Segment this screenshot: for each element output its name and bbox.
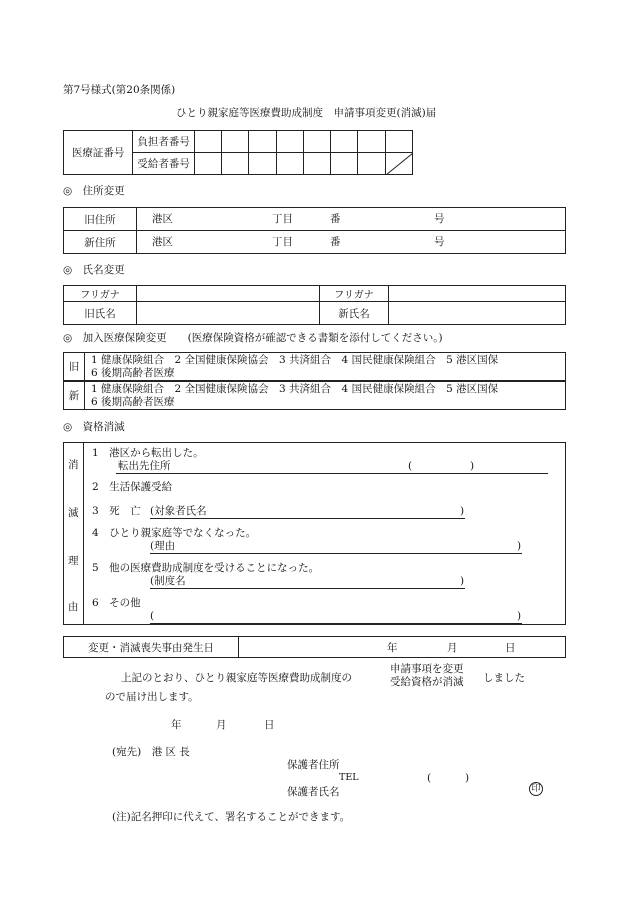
new-address-field[interactable] [137, 231, 566, 254]
tel-label: TEL [339, 772, 359, 783]
declaration-text-1: 上記のとおり、ひとり親家庭等医療費助成制度の [121, 672, 352, 684]
insurance-options-line1: 1 健康保険組合 2 全国健康保険協会 3 共済組合 4 国民健康保険組合 5 港区国保 [91, 354, 499, 366]
digit-cell[interactable] [222, 131, 249, 153]
loss-side-char: 由 [68, 601, 79, 613]
declaration-option-1[interactable]: 申請事項を変更 [390, 663, 464, 675]
old-address-label: 旧住所 [64, 208, 137, 231]
digit-cell[interactable] [249, 131, 276, 153]
paren-close: ) [517, 540, 522, 552]
ward-label: 港区 [152, 236, 173, 248]
recipient-number-label: 受給者番号 [133, 153, 195, 175]
loss-side-char: 滅 [68, 507, 79, 519]
furigana-new-field[interactable] [389, 286, 566, 302]
declaration-option-2[interactable]: 受給資格が消滅 [390, 676, 464, 688]
cert-number-table [63, 130, 413, 175]
loss-item-5: 5 他の医療費助成制度を受けることになった。 [92, 562, 320, 574]
digit-cell[interactable] [249, 153, 276, 175]
loss-item-2: 2 生活保護受給 [92, 481, 173, 493]
addressee: (宛先) 港 区 長 [112, 746, 190, 758]
date-row-field[interactable] [239, 637, 566, 658]
loss-item-4-sub: (理由 [150, 540, 176, 552]
ward-label: 港区 [152, 213, 173, 225]
form-number: 第7号様式(第20条関係) [63, 84, 176, 96]
digit-cell[interactable] [358, 153, 385, 175]
digit-cell[interactable] [276, 153, 303, 175]
seal-glyph: 印 [531, 783, 541, 794]
old-name-field[interactable] [137, 302, 320, 325]
loss-heading: ◎ 資格消滅 [63, 421, 125, 433]
declaration-text-3: ので届け出します。 [105, 691, 199, 703]
paren-close: ) [517, 610, 522, 622]
digit-cell[interactable] [303, 153, 330, 175]
submission-month: 月 [216, 719, 227, 731]
paren-close: ) [470, 460, 475, 472]
digit-cell[interactable] [276, 131, 303, 153]
loss-side-char: 消 [68, 459, 79, 471]
address-table [63, 207, 566, 254]
year-label: 年 [387, 642, 398, 654]
loss-item-3-sub: (対象者氏名 [150, 505, 207, 517]
insurance-old-options[interactable] [85, 353, 566, 382]
name-heading: ◎ 氏名変更 [63, 264, 125, 276]
new-name-label: 新氏名 [320, 302, 389, 325]
digit-cell[interactable] [194, 131, 221, 153]
old-address-field[interactable] [137, 208, 566, 231]
new-address-label: 新住所 [64, 231, 137, 254]
loss-item-1-sub: 転出先住所 [118, 460, 171, 472]
loss-side-divider [83, 442, 84, 625]
forwarding-address-line[interactable] [116, 473, 548, 474]
go-label: 号 [434, 213, 445, 225]
chome-label: 丁目 [272, 213, 293, 225]
digit-cell[interactable] [194, 153, 221, 175]
paren-open: ( [150, 610, 155, 622]
insurance-heading: ◎ 加入医療保険変更 (医療保険資格が確認できる書類を添付してください。) [63, 332, 443, 344]
reason-line[interactable] [150, 553, 522, 554]
insurance-table [63, 352, 566, 410]
loss-item-5-sub: (制度名 [150, 575, 186, 587]
tel-paren-close: ) [465, 772, 470, 784]
new-name-field[interactable] [389, 302, 566, 325]
digit-cell[interactable] [358, 131, 385, 153]
paren-close: ) [460, 505, 465, 517]
day-label: 日 [505, 642, 516, 654]
payer-number-label: 負担者番号 [133, 131, 195, 153]
paren-open: ( [408, 460, 413, 472]
digit-cell[interactable] [331, 153, 358, 175]
loss-item-3: 3 死 亡 [92, 505, 141, 517]
furigana-new-label: フリガナ [320, 286, 389, 302]
guardian-name-label: 保護者氏名 [287, 786, 340, 798]
insurance-new-options[interactable] [85, 381, 566, 410]
address-heading: ◎ 住所変更 [63, 185, 125, 197]
submission-year: 年 [171, 719, 182, 731]
insurance-options-line2: 6 後期高齢者医療 [91, 396, 175, 408]
digit-cell[interactable] [222, 153, 249, 175]
date-row-label: 変更・消滅喪失事由発生日 [64, 637, 239, 658]
furigana-old-label: フリガナ [64, 286, 137, 302]
go-label: 号 [434, 236, 445, 248]
month-label: 月 [447, 642, 458, 654]
other-line[interactable] [150, 623, 522, 624]
digit-cell-slashed [385, 153, 412, 175]
digit-cell[interactable] [385, 131, 412, 153]
ban-label: 番 [330, 213, 341, 225]
form-title: ひとり親家庭等医療費助成制度 申請事項変更(消滅)届 [176, 107, 437, 119]
insurance-new-label: 新 [64, 381, 85, 410]
furigana-old-field[interactable] [137, 286, 320, 302]
insurance-options-line2: 6 後期高齢者医療 [91, 367, 175, 379]
old-name-label: 旧氏名 [64, 302, 137, 325]
footnote: (注)記名押印に代えて、署名することができます。 [112, 811, 351, 823]
date-row-table [63, 636, 566, 658]
submission-day: 日 [264, 719, 275, 731]
loss-item-1: 1 港区から転出した。 [92, 447, 204, 459]
insurance-old-label: 旧 [64, 353, 85, 382]
digit-cell[interactable] [331, 131, 358, 153]
tel-paren-open: ( [427, 772, 432, 784]
loss-item-4: 4 ひとり親家庭等でなくなった。 [92, 527, 257, 539]
chome-label: 丁目 [272, 236, 293, 248]
digit-cell[interactable] [303, 131, 330, 153]
ban-label: 番 [330, 236, 341, 248]
program-name-line[interactable] [150, 588, 465, 589]
loss-side-char: 理 [68, 555, 79, 567]
diagonal-slash [386, 153, 413, 175]
deceased-name-line[interactable] [150, 518, 465, 519]
insurance-options-line1: 1 健康保険組合 2 全国健康保険協会 3 共済組合 4 国民健康保険組合 5 港区国保 [91, 383, 499, 395]
paren-close: ) [460, 575, 465, 587]
name-table [63, 285, 566, 325]
loss-item-6: 6 その他 [92, 597, 141, 609]
guardian-address-label: 保護者住所 [287, 759, 340, 771]
cert-label: 医療証番号 [64, 131, 133, 175]
declaration-text-2: しました [483, 672, 525, 684]
seal-icon [529, 782, 543, 796]
